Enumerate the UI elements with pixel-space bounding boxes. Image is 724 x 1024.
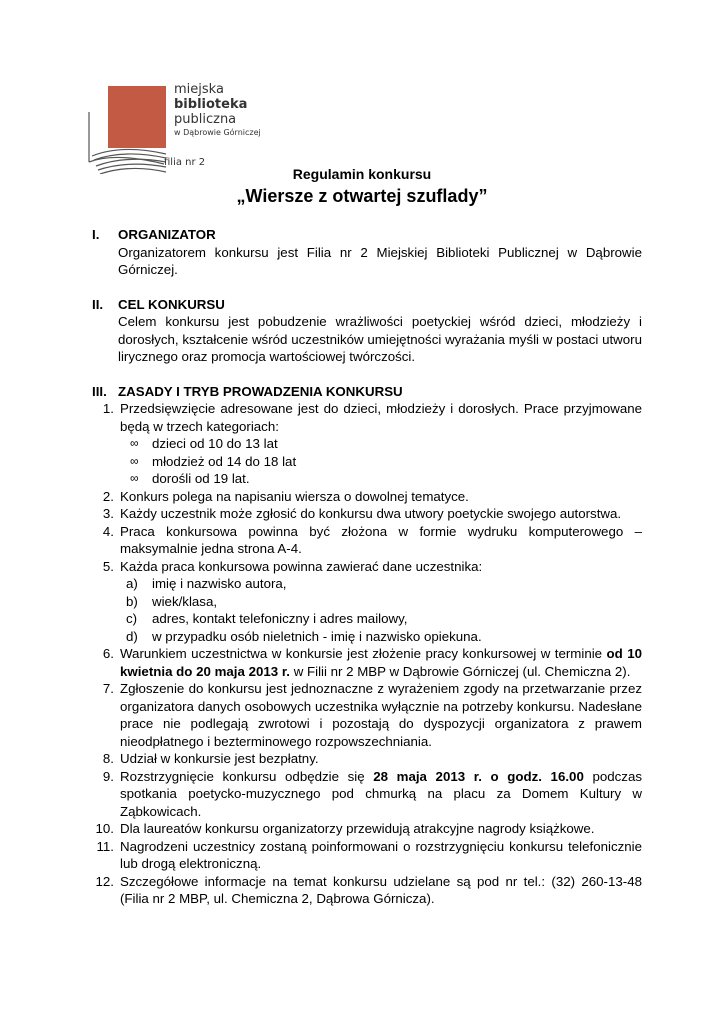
document-title: Regulamin konkursu	[292, 166, 432, 182]
sub-marker: b)	[126, 593, 138, 609]
category-item	[120, 453, 642, 471]
category-text: dorośli od 19 lat.	[152, 471, 250, 486]
contest-name: „Wiersze z otwartej szuflady”	[236, 186, 488, 206]
logo-line-miejska: miejska	[174, 82, 224, 97]
sub-text: wiek/klasa,	[152, 593, 218, 609]
sub-text: w przypadku osób nieletnich - imię i nazwisko opiekuna.	[152, 628, 482, 644]
logo-line-biblioteka: biblioteka	[174, 97, 248, 112]
section-heading: ORGANIZATOR	[118, 227, 216, 242]
category-item	[120, 435, 642, 453]
sub-marker: a)	[126, 576, 138, 591]
rule-text: Praca konkursowa powinna być złożona w formie wydruku komputerowego – maksymalnie jedna strona A-4.	[120, 523, 642, 556]
book-logo-icon	[86, 82, 176, 174]
sub-marker: c)	[126, 611, 138, 626]
rule-number: 12.	[95, 873, 114, 889]
rule-item	[92, 558, 642, 646]
rule-number: 9.	[102, 768, 114, 784]
sub-marker: d)	[126, 628, 138, 644]
rule-item	[92, 820, 642, 838]
result-date: 28 maja 2013 r. o godz. 16.00	[373, 768, 584, 784]
rule-text: Każda praca konkursowa powinna zawierać dane uczestnika:	[120, 558, 483, 574]
rule-text: Dla laureatów konkursu organizatorzy przewidują atrakcyjne nagrody książkowe.	[120, 821, 595, 836]
section-number: I.	[92, 227, 100, 242]
rule-text-part: Rozstrzygnięcie konkursu odbędzie się	[120, 768, 374, 784]
rule-item	[92, 768, 642, 821]
section-organizer	[92, 226, 642, 279]
submission-dates: od 10 kwietnia do 20 maja 2013 r.	[120, 646, 642, 679]
rule-number: 3.	[102, 506, 114, 521]
rule-text	[120, 645, 642, 680]
rule-number: 8.	[102, 751, 114, 766]
rule-text: Szczegółowe informacje na temat konkursu udzielane są pod nr tel.: (32) 260-13-48 (Filia nr 2 MBP, ul. Chemiczna 2, Dąbrowa Górnicza).	[120, 873, 642, 906]
logo-line-location: w Dąbrowie Górniczej	[174, 128, 261, 137]
section-goal	[92, 296, 642, 366]
category-item	[120, 470, 642, 488]
rule-number: 6.	[102, 646, 114, 661]
rule-item	[92, 680, 642, 750]
sub-text: adres, kontakt telefoniczny i adres mailowy,	[152, 611, 408, 626]
rule-item	[92, 873, 642, 908]
rule-text: Zgłoszenie do konkursu jest jednoznaczne z wyrażeniem zgody na przetwarzanie przez organizatora danych osobowych uczestnika wyłącznie na potrzeby konkursu. Nadesłane prace nie podlegają zwrotowi i pozostają do dyspozycji organizatora z prawem nieodpłatnego i bezterminowego rozpowszechniania.	[120, 681, 642, 749]
category-text: młodzież od 14 do 18 lat	[152, 453, 297, 469]
section-heading: ZASADY I TRYB PROWADZENIA KONKURSU	[118, 383, 403, 399]
sub-item	[120, 593, 642, 611]
rule-item	[92, 505, 642, 523]
rule-text-part: w Filii nr 2 MBP w Dąbrowie Górniczej (ul. Chemiczna 2).	[290, 663, 631, 679]
rule-text: Każdy uczestnik może zgłosić do konkursu dwa utwory poetyckie swojego autorstwa.	[120, 506, 622, 521]
rule-text: Konkurs polega na napisaniu wiersza o dowolnej tematyce.	[120, 488, 469, 504]
rule-number: 1.	[102, 401, 114, 416]
rule-number: 5.	[102, 558, 114, 574]
rule-item	[92, 838, 642, 873]
rule-item	[92, 750, 642, 768]
infinity-bullet-icon: ∞	[130, 453, 139, 468]
section-text: Organizatorem konkursu jest Filia nr 2 Miejskiej Biblioteki Publicznej w Dąbrowie Górniczej.	[118, 244, 642, 277]
rule-text	[120, 768, 642, 821]
rule-number: 2.	[102, 488, 114, 504]
rule-number: 4.	[102, 523, 114, 539]
sub-item	[120, 628, 642, 646]
section-number: II.	[92, 296, 104, 312]
rule-number: 7.	[102, 681, 114, 696]
rule-item	[92, 645, 642, 680]
infinity-bullet-icon: ∞	[130, 436, 139, 450]
rule-text-part: Warunkiem uczestnictwa w konkursie jest złożenie pracy konkursowej w terminie	[120, 646, 607, 661]
section-number: III.	[92, 383, 107, 399]
rule-number: 10.	[95, 821, 114, 836]
logo-line-publiczna: publiczna	[174, 112, 237, 127]
rule-text-part: podczas spotkania poetycko-muzycznego pod chmurką na placu za Domem Kultury w Ząbkowicach.	[120, 768, 642, 819]
section-text: Celem konkursu jest pobudzenie wrażliwości poetyckiej wśród dzieci, młodzieży i dorosłych, kształcenie wśród uczestników umiejętności wyrażania myśli w postaci utworu lirycznego oraz promocja wartościowej twórczości.	[118, 314, 642, 364]
rule-text: Nagrodzeni uczestnicy zostaną poinformowani o rozstrzygnięciu konkursu telefonicznie lub drogą elektroniczną.	[120, 838, 642, 871]
category-text: dzieci od 10 do 13 lat	[152, 436, 278, 451]
document-body	[92, 226, 642, 908]
rule-number: 11.	[96, 838, 114, 854]
rule-item	[92, 523, 642, 558]
sub-text: imię i nazwisko autora,	[152, 576, 287, 591]
branch-label: filia nr 2	[164, 157, 206, 168]
rule-text: Przedsięwzięcie adresowane jest do dzieci, młodzieży i dorosłych. Prace przyjmowane będą w trzech kategoriach:	[120, 401, 642, 434]
infinity-bullet-icon: ∞	[130, 471, 139, 485]
section-heading: CEL KONKURSU	[118, 296, 225, 312]
sub-item	[120, 610, 642, 628]
rule-item	[92, 488, 642, 506]
sub-item	[120, 575, 642, 593]
rule-text: Udział w konkursie jest bezpłatny.	[120, 751, 319, 766]
logo-red-block	[108, 86, 166, 148]
rule-item	[92, 400, 642, 488]
section-rules	[92, 383, 642, 401]
